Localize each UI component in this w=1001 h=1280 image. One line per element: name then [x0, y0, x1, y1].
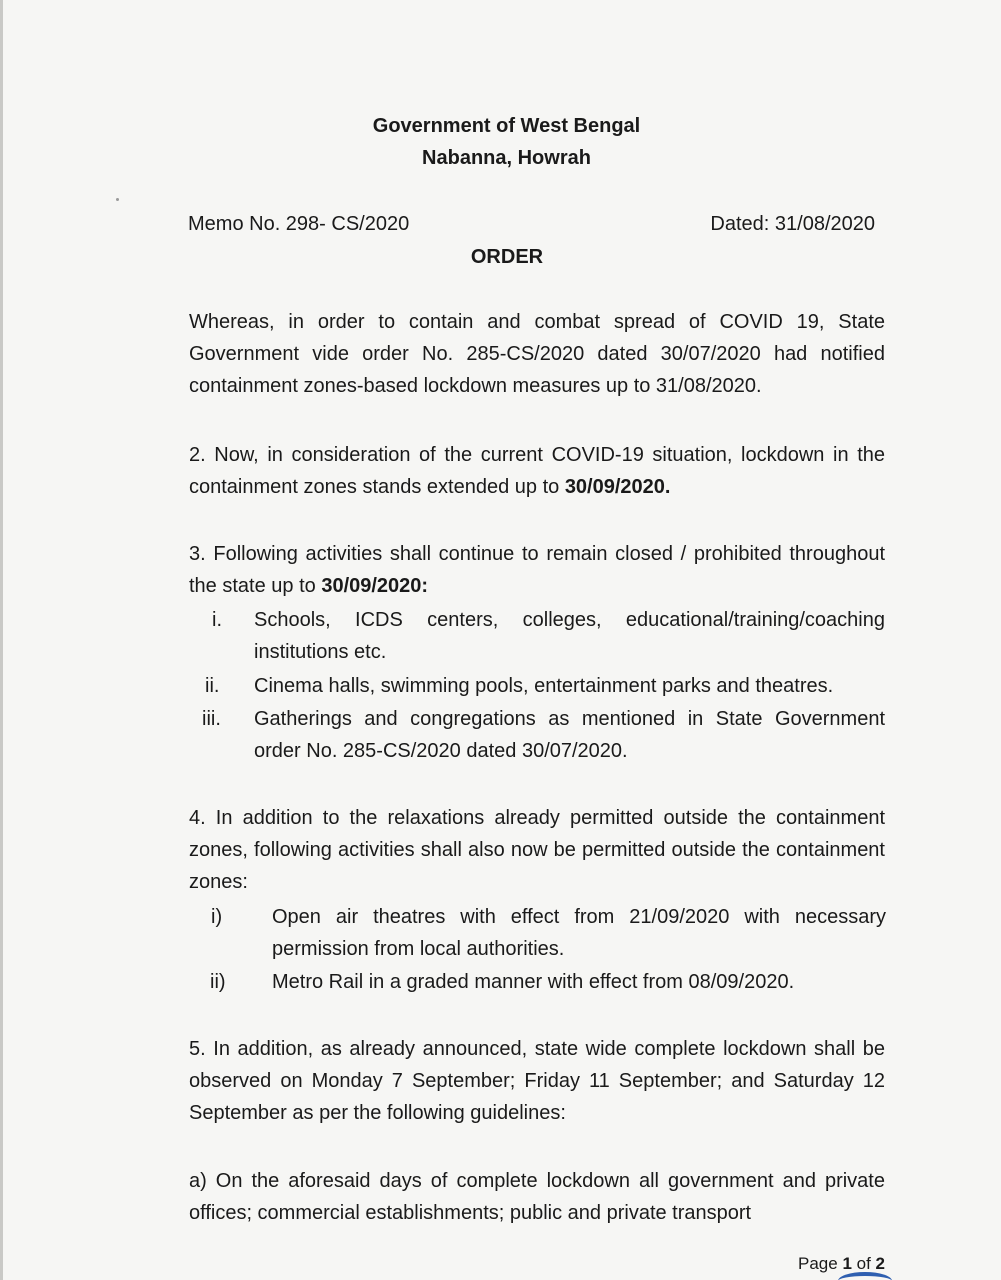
paragraph-2-text: 2. Now, in consideration of the current COVID-19 situation, lockdown in the containment zones stands extended up to [189, 444, 885, 498]
permitted-item [210, 966, 886, 998]
scan-edge [0, 0, 3, 1280]
memo-date: Dated: 31/08/2020 [710, 213, 875, 235]
page-number: Page 1 of 2 [798, 1254, 885, 1273]
paragraph-2 [189, 439, 885, 503]
paragraph-4-text: 4. In addition to the relaxations already permitted outside the containment zones, following activities shall also now be permitted outside the containment zones: [189, 807, 885, 893]
list-marker: i. [212, 609, 222, 631]
paragraph-4 [189, 802, 885, 898]
list-marker: ii) [210, 971, 226, 993]
list-item-text: Open air theatres with effect from 21/09/2020 with necessary permission from local authorities. [272, 906, 886, 960]
paragraph-1 [189, 306, 885, 402]
paragraph-3 [189, 538, 885, 602]
permitted-item [211, 901, 886, 965]
order-title: ORDER [470, 246, 544, 268]
list-marker: iii. [202, 708, 221, 730]
list-marker: ii. [205, 675, 220, 697]
paragraph-3-text: 3. Following activities shall continue to remain closed / prohibited throughout the state up to [189, 543, 885, 597]
list-item-text: Metro Rail in a graded manner with effect from 08/09/2020. [272, 971, 795, 993]
closed-item [202, 703, 885, 767]
paragraph-5 [189, 1033, 885, 1129]
list-item-text: Gatherings and congregations as mentioned in State Government order No. 285-CS/2020 dated 30/07/2020. [254, 708, 885, 762]
paragraph-2-date: 30/09/2020. [564, 476, 671, 498]
paragraph-6 [189, 1165, 885, 1229]
issuer-address: Nabanna, Howrah [422, 147, 591, 169]
issuer-name: Government of West Bengal [372, 115, 641, 137]
list-marker: i) [211, 906, 223, 928]
scan-speck [116, 198, 119, 201]
closed-item [212, 604, 885, 668]
paragraph-6-text: a) On the aforesaid days of complete lockdown all government and private offices; commercial establishments; public and private transport [189, 1170, 885, 1224]
memo-number: Memo No. 298- CS/2020 [188, 213, 410, 235]
closed-item [205, 670, 885, 702]
list-item-text: Schools, ICDS centers, colleges, educational/training/coaching institutions etc. [254, 609, 885, 663]
paragraph-5-text: 5. In addition, as already announced, state wide complete lockdown shall be observed on Monday 7 September; Friday 11 September; and Saturday 12 September as per the following guidelines: [189, 1038, 885, 1124]
list-item-text: Cinema halls, swimming pools, entertainment parks and theatres. [254, 675, 834, 697]
paragraph-1-text: Whereas, in order to contain and combat spread of COVID 19, State Government vide order No. 285-CS/2020 dated 30/07/2020 had notified containment zones-based lockdown measures up to 31/08/2020. [189, 311, 885, 397]
paragraph-3-date: 30/09/2020: [321, 575, 429, 597]
